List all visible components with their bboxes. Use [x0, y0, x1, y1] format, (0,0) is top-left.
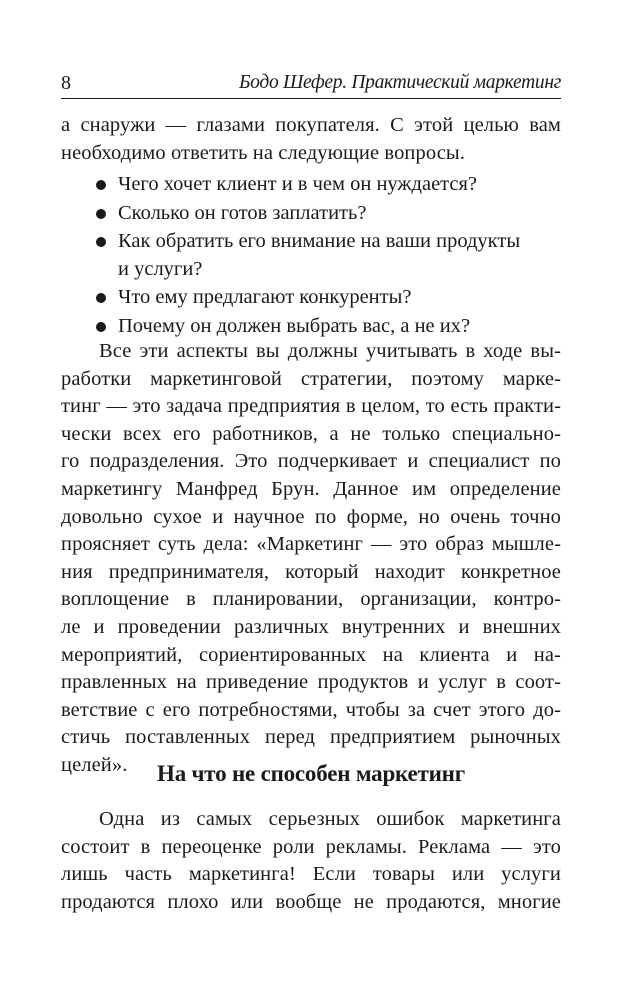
question-list: [94, 171, 564, 342]
text-line: правленных на приведение продуктов и услуг в соот-: [61, 671, 561, 694]
intro-paragraph: [61, 112, 561, 167]
running-title: Бодо Шефер. Практический маркетинг: [238, 72, 561, 93]
list-item-text: и услуги?: [118, 257, 203, 280]
page-number: 8: [61, 72, 71, 94]
text-line: а снаружи — глазами покупателя. С этой целью вам: [61, 114, 561, 136]
bullet-icon: [96, 322, 106, 332]
list-item: [94, 171, 564, 199]
text-line: чески всех его работников, а не только специально-: [61, 422, 561, 445]
text-line: необходимо ответить на следующие вопросы.: [61, 141, 465, 164]
list-item-text: Как обратить его внимание на ваши продукты: [118, 230, 521, 253]
list-item-text: Почему он должен выбрать вас, а не их?: [118, 314, 471, 337]
section-heading: На что не способен маркетинг: [157, 761, 465, 786]
text-line: мероприятий, сориентированных на клиента и на-: [61, 643, 561, 666]
text-line: Одна из самых серьезных ошибок маркетинга: [99, 808, 561, 830]
text-line: стичь поставленных перед предприятием рыночных: [61, 726, 561, 749]
list-item: [94, 228, 564, 283]
text-line: ния предпринимателя, который находит конкретное: [61, 560, 561, 583]
text-line: состоит в переоценке роли рекламы. Реклама — это: [61, 835, 561, 858]
text-line: продаются плохо или вообще не продаются, многие: [61, 890, 561, 913]
text-line: целей».: [61, 753, 128, 776]
body-paragraph: [61, 806, 561, 916]
bullet-icon: [96, 293, 106, 303]
text-line: воплощение в планировании, организации, контро-: [61, 588, 561, 611]
list-item-text: Сколько он готов заплатить?: [118, 201, 367, 224]
text-line: работки маркетинговой стратегии, поэтому марке-: [61, 367, 561, 390]
text-line: Все эти аспекты вы должны учитывать в ходе вы-: [99, 340, 561, 362]
list-item-text: Что ему предлагают конкуренты?: [118, 286, 412, 309]
text-line: ветствие с его потребностями, чтобы за счет этого до-: [61, 698, 561, 721]
text-line: ле и проведении различных внутренних и внешних: [61, 615, 561, 638]
bullet-icon: [96, 180, 106, 190]
list-item-text: Чего хочет клиент и в чем он нуждается?: [118, 173, 478, 195]
list-item: [94, 200, 564, 228]
bullet-icon: [96, 237, 106, 247]
text-line: довольно сухое и научное по форме, но очень точно: [61, 505, 561, 528]
list-item: [94, 284, 564, 312]
list-item: [94, 313, 564, 341]
body-paragraph: [61, 338, 561, 780]
text-line: го подразделения. Это подчеркивает и специалист по: [61, 450, 561, 473]
text-line: тинг — это задача предприятия в целом, то есть практи-: [61, 395, 561, 418]
running-header: [61, 66, 561, 99]
text-line: лишь часть маркетинга! Если товары или услуги: [61, 863, 561, 886]
text-line: маркетингу Манфред Брун. Данное им определение: [61, 477, 561, 500]
bullet-icon: [96, 209, 106, 219]
text-line: проясняет суть дела: «Маркетинг — это образ мышле-: [61, 533, 561, 556]
